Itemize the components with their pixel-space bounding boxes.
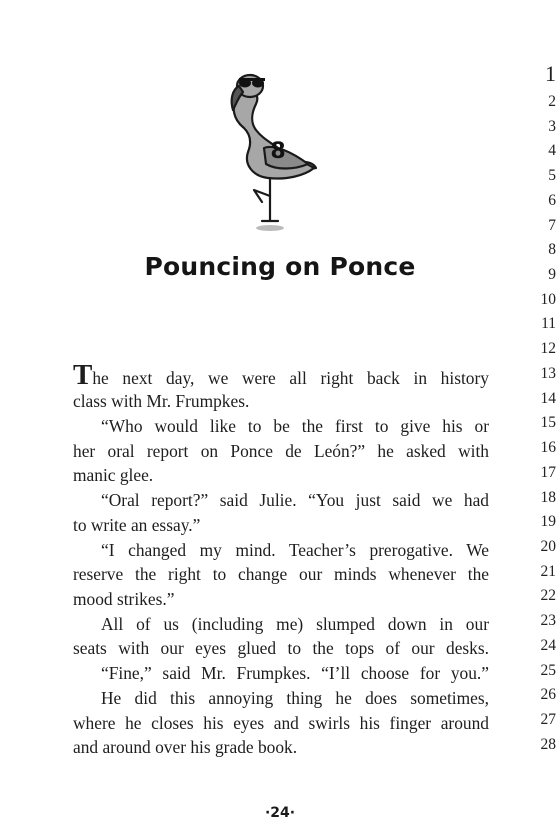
line-number: 13 [540, 364, 556, 382]
line-number: 23 [540, 612, 556, 630]
text-line-content: “Fine,” said Mr. Frumpkes. “I’ll choose for you.” [101, 663, 489, 684]
line-number: 10 [540, 290, 556, 308]
line-number: 28 [540, 735, 556, 753]
line-number: 12 [540, 340, 556, 358]
text-line-content: “Oral report?” said Julie. “You just said we had [101, 490, 489, 511]
text-line-content: to write an essay.” [73, 514, 201, 535]
chapter-title: Pouncing on Ponce [144, 252, 416, 281]
text-line-content: he next day, we were all right back in history [92, 367, 489, 388]
text-line [73, 711, 489, 736]
line-number: 7 [548, 216, 556, 234]
line-number: 5 [548, 167, 556, 185]
text-line [73, 661, 489, 686]
text-line-content: reserve the right to change our minds whenever the [73, 564, 489, 585]
text-line [73, 686, 489, 711]
text-line [73, 587, 489, 612]
drop-cap: T [73, 358, 93, 391]
line-number: 9 [548, 266, 556, 284]
line-number: 3 [548, 117, 556, 135]
line-number: 19 [540, 513, 556, 531]
line-number: 18 [540, 488, 556, 506]
line-number: 22 [540, 587, 556, 605]
line-number: 1 [545, 61, 556, 86]
text-line-content: and around over his grade book. [73, 737, 298, 758]
text-line [73, 612, 489, 637]
text-line [73, 358, 489, 391]
text-line-content: where he closes his eyes and swirls his finger around [73, 712, 489, 733]
text-line [73, 414, 489, 439]
text-line [73, 389, 489, 414]
text-line [73, 488, 489, 513]
text-line-content: her oral report on Ponce de León?” he asked with [73, 440, 489, 461]
text-line-content: class with Mr. Frumpkes. [73, 391, 250, 412]
line-number: 25 [540, 661, 556, 679]
text-line-content: seats with our eyes glued to the tops of our desks. [73, 638, 489, 659]
line-number: 14 [540, 389, 556, 407]
text-line [73, 562, 489, 587]
line-number: 20 [540, 537, 556, 555]
text-line-content: All of us (including me) slumped down in our [101, 613, 489, 634]
text-line-content: He did this annoying thing he does sometimes, [101, 687, 489, 708]
text-line [73, 636, 489, 661]
line-number: 26 [540, 686, 556, 704]
line-number: 27 [540, 711, 556, 728]
text-line [73, 538, 489, 563]
line-number: 2 [548, 93, 556, 110]
line-number: 4 [548, 142, 556, 160]
text-line [73, 463, 489, 488]
line-number: 16 [540, 439, 556, 457]
line-number: 8 [548, 241, 556, 259]
line-numbers [528, 0, 556, 840]
chapter-body-text [73, 0, 489, 840]
text-line-content: “I changed my mind. Teacher’s prerogative. We [101, 539, 489, 560]
text-line-content: manic glee. [73, 465, 154, 486]
line-number: 15 [540, 414, 556, 432]
line-number: 24 [540, 636, 556, 654]
page-number: ·24· [264, 805, 296, 821]
text-line [73, 735, 489, 760]
text-line-content: “Who would like to be the first to give his or [101, 415, 489, 436]
line-number: 21 [540, 562, 556, 580]
line-number: 11 [541, 315, 556, 333]
line-number: 6 [548, 191, 556, 209]
line-number: 17 [540, 463, 556, 481]
text-line [73, 439, 489, 464]
text-line [73, 513, 489, 538]
text-line-content: mood strikes.” [73, 588, 175, 609]
chapter-number: 8 [270, 139, 286, 164]
